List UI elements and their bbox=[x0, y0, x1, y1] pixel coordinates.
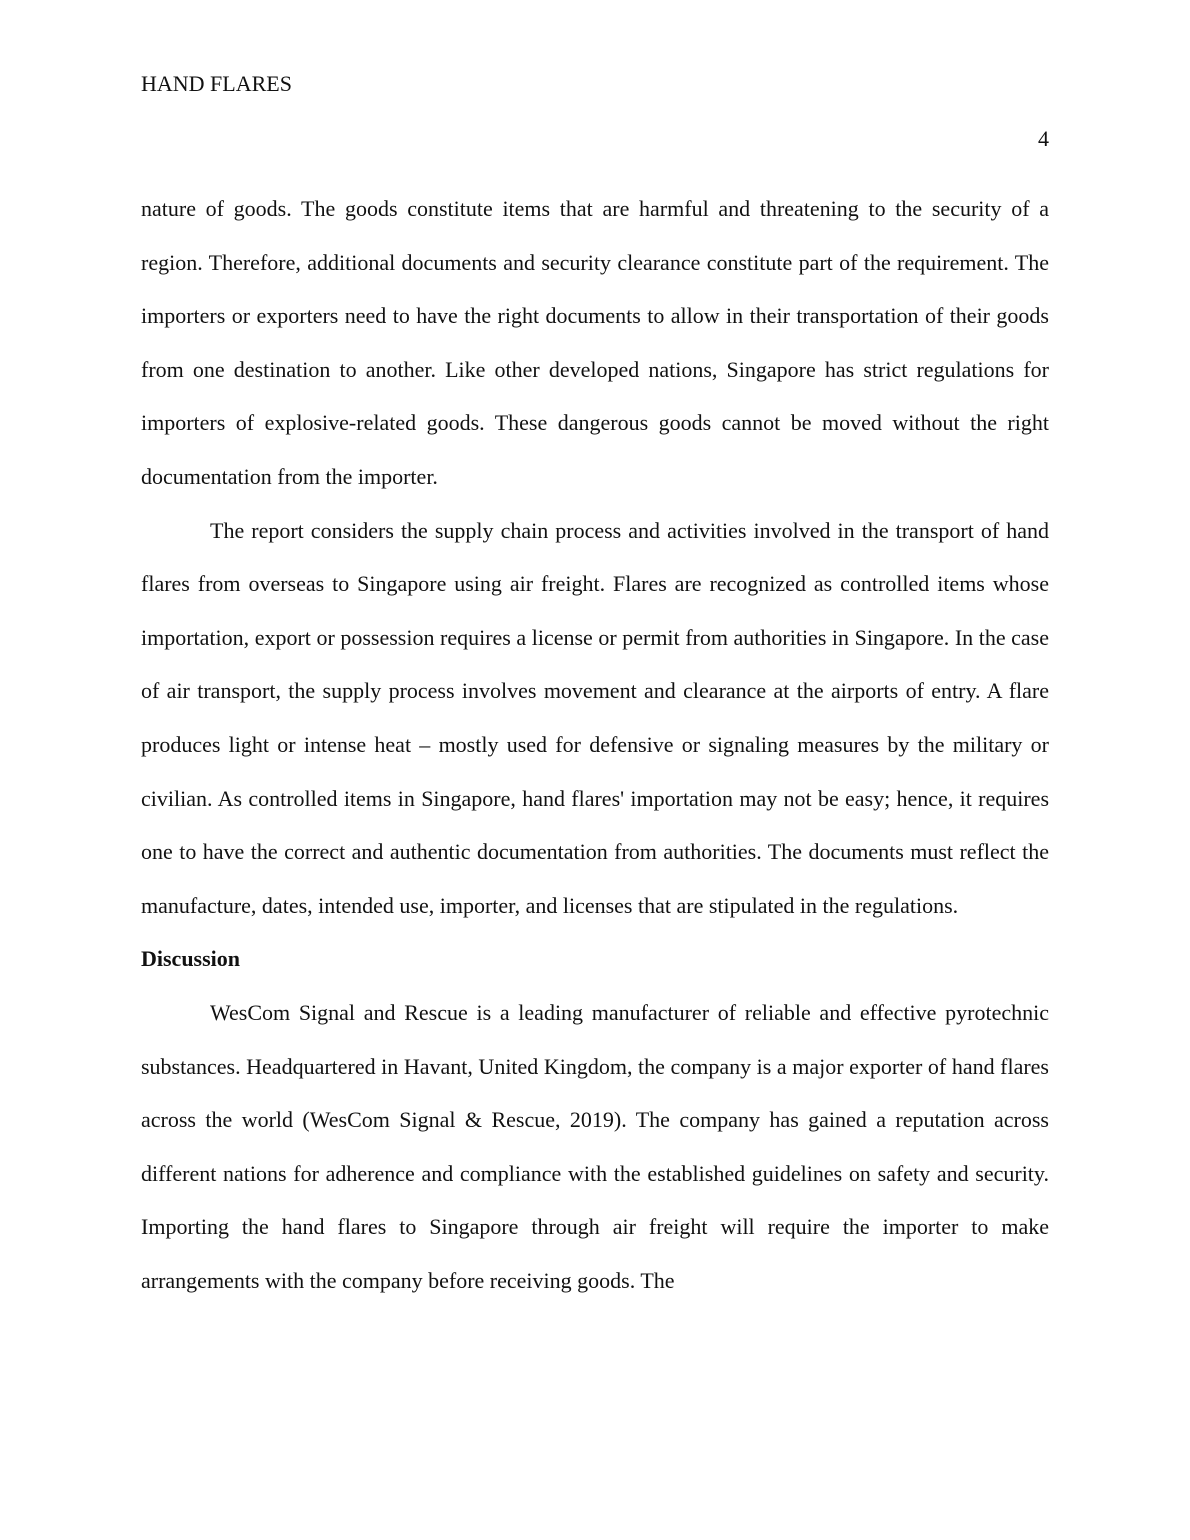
paragraph-report-scope: The report considers the supply chain process and activities involved in the transport of hand flares from overseas to Singapore using air freight. Flares are recognized as controlled items whose importation, export or possession requires a license or permit from authorities in Singapore. In the case of air transport, the supply process involves movement and clearance at the airports of entry. A flare produces light or intense heat – mostly used for defensive or signaling measures by the military or civilian. As controlled items in Singapore, hand flares' importation may not be easy; hence, it requires one to have the correct and authentic documentation from authorities. The documents must reflect the manufacture, dates, intended use, importer, and licenses that are stipulated in the regulations. bbox=[141, 517, 1049, 918]
page-number: 4 bbox=[1038, 126, 1049, 151]
body-text bbox=[141, 182, 1049, 1307]
paragraph-continuation: nature of goods. The goods constitute items that are harmful and threatening to the security of a region. Therefore, additional documents and security clearance constitute part of the requirement. The importers or exporters need to have the right documents to allow in their transportation of their goods from one destination to another. Like other developed nations, Singapore has strict regulations for importers of explosive-related goods. These dangerous goods cannot be moved without the right documentation from the importer. bbox=[141, 196, 1049, 489]
running-head: HAND FLARES bbox=[141, 71, 292, 96]
section-heading-discussion: Discussion bbox=[141, 946, 241, 972]
paragraph-wescom: WesCom Signal and Rescue is a leading manufacturer of reliable and effective pyrotechnic substances. Headquartered in Havant, United Kingdom, the company is a major exporter of hand flares across the world (WesCom Signal & Rescue, 2019). The company has gained a reputation across different nations for adherence and compliance with the established guidelines on safety and security. Importing the hand flares to Singapore through air freight will require the importer to make arrangements with the company before receiving goods. The bbox=[141, 999, 1049, 1293]
